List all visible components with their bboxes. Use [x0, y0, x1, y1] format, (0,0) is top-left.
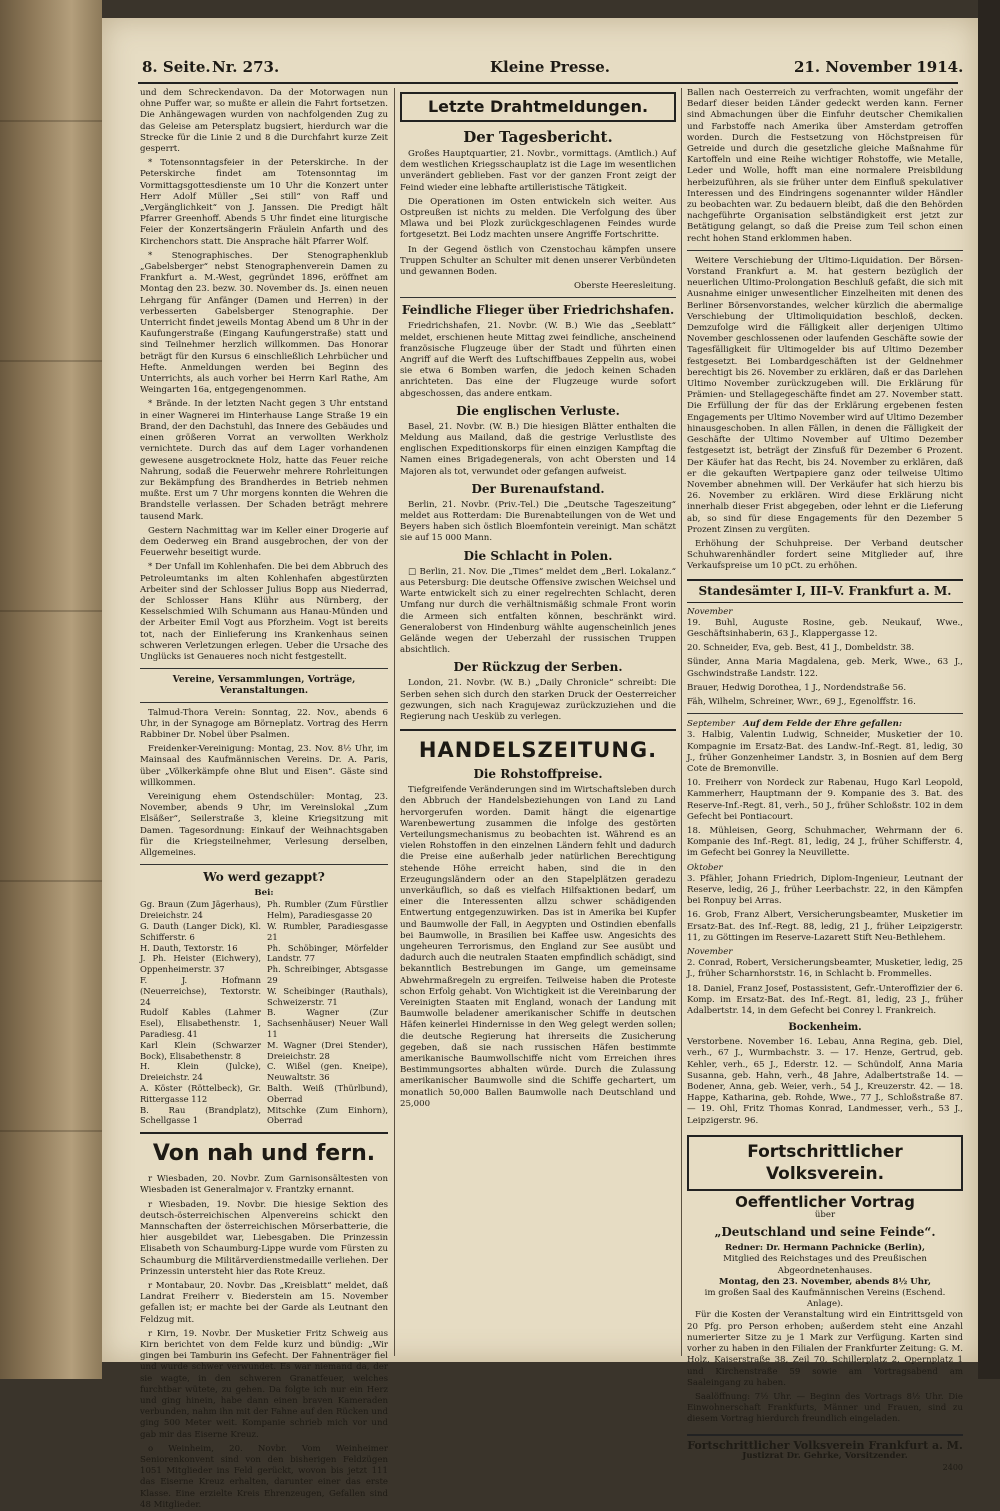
- issue-date: 21. November 1914.: [794, 58, 964, 76]
- lecture-title: Oeffentlicher Vortrag: [735, 1192, 915, 1211]
- notice-text: Talmud-Thora Verein: Sonntag, 22. Nov., abends 6 Uhr, in der Synagoge am Börneplatz. Vortrag des Herrn Rabbiner Dr. Nobel über Psalmen.: [140, 707, 388, 740]
- lecture-topic: „Deutschland und seine Feinde“.: [714, 1225, 936, 1240]
- column-1: [140, 88, 388, 1510]
- registry-entry: Verstorbene. November 16. Lebau, Anna Regina, geb. Diel, verh., 67 J., Wurmbachstr. 3. — 17. Henze, Gertrud, geb. Kehler, verh., 65 J., Ederstr. 12. — Schündolf, Anna Maria Susanna, geb. Hahn, verh., 48 Jahre, Adalbertstraße 14. — Bodener, Anna, geb. Weier, verh., 54 J., Kreuzerstr. 42. — 18. Happe, Katharina, geb. Rohde, Wwe., 77 J., Schloßstraße 87. — 19. Ohl, Fritz Thomas Konrad, Landmesser, verh., 53 J., Leipzigerstr. 96.: [687, 1037, 963, 1126]
- article-text: In der Gegend östlich von Czenstochau kämpfen unsere Truppen Schulter an Schulter mit denen unserer Verbündeten und gewannen Boden.: [400, 244, 676, 278]
- article-text: Großes Hauptquartier, 21. Novbr., vormittags. (Amtlich.) Auf dem westlichen Kriegsschauplatz ist die Lage im wesentlichen unverändert geblieben. Fast vor der ganzen Front zeigt der Feind wieder eine lebhafte artilleristische Tätigkeit.: [400, 149, 676, 193]
- headline: Die Rohstoffpreise.: [473, 767, 603, 782]
- registry-entry: 3. Pfähler, Johann Friedrich, Diplom-Ingenieur, Leutnant der Reserve, ledig, 26 J., früher Leerbachstr. 22, in den Kämpfen bei Ronpuy bei Arras.: [687, 873, 963, 907]
- divider: [400, 297, 676, 298]
- registry-entry: Sünder, Anna Maria Magdalena, geb. Merk, Wwe., 63 J., Gschwindstraße Landstr. 122.: [687, 657, 963, 679]
- divider: [140, 1132, 388, 1134]
- month-label: November: [687, 606, 733, 617]
- newspaper-page: [102, 18, 978, 1510]
- column-divider: [681, 88, 682, 1356]
- article-text: Friedrichshafen, 21. Novbr. (W. B.) Wie das „Seeblatt“ meldet, erschienen heute Mittag zwei feindliche, anscheinend französische Flugzeuge über der Stadt und führten einen Angriff auf die Werft des Luftschiffbaues Zeppelin aus, wobei sie etwa 6 Bomben warfen, die jedoch keinen Schaden anrichteten. Das eine der Flugzeuge wurde sofort abgeschossen, das andere entkam.: [400, 321, 676, 399]
- registry-entry: 10. Freiherr von Nordeck zur Rabenau, Hugo Karl Leopold, Kammerherr, Hauptmann der 9. Kompanie des 3. Bat. des Reserve-Inf.-Regt. 81, verh., 50 J., früher Schloßstr. 102 in dem Gefecht bei Pontiacourt.: [687, 778, 963, 822]
- article-text: Basel, 21. Novbr. (W. B.) Die hiesigen Blätter enthalten die Meldung aus Mailand, daß die gestrige Verlustliste des englischen Expeditionskorps für einen einzigen Kampftag die Namen eines Brigadegenerals, von acht Obersten und 14 Majoren als tot, verwundet oder gefangen aufweist.: [400, 421, 676, 477]
- speaker-info: Mitglied des Reichstages und des Preußischen Abgeordnetenhauses.: [723, 1254, 927, 1276]
- lecture-ueber: über: [814, 1210, 836, 1221]
- header-rule: [138, 82, 958, 84]
- section-box-title: Letzte Drahtmeldungen.: [400, 92, 676, 122]
- section-heading: Vereine, Versammlungen, Vorträge, Veranstaltungen.: [172, 674, 356, 697]
- month-label: Oktober: [687, 862, 723, 873]
- article-text: * Totensonntagsfeier in der Peterskirche. In der Peterskirche findet am Totensonntag im Vormittagsgottesdienste um 10 Uhr die Konzert unter Herr Adolf Müller „Sei still“ von Raff und „Vergänglichkeit“ von J. Janssen. Die Predigt hält Pfarrer Greenhoff. Abends 5 Uhr findet eine liturgische Feier der Konzertsängerin Fräulein Anfarth und des Kirchenchors statt. Die Ansprache hält Pfarrer Wolf.: [140, 158, 388, 247]
- divider: [687, 713, 963, 714]
- news-item: r Wiesbaden, 19. Novbr. Die hiesige Sektion des deutsch-österreichischen Alpenvereins schickt den Mannschaften der österreichischen Mörserbatterie, die hier ausgebildet war, Liebesgaben. Die Prinzessin Elisabeth von Schaumburg-Lippe wurde vom Fürsten zu Schaumburg die Militärverdienstmedaille verliehen. Der Prinzessin untersteht hier das Rote Kreuz.: [140, 1199, 388, 1277]
- background-edge: [978, 0, 1000, 1379]
- news-item: r Montabaur, 20. Novbr. Das „Kreisblatt“ meldet, daß Landrat Freiherr v. Biederstein am 15. November gefallen ist; er machte bei der Garde als Leutnant den Feldzug mit.: [140, 1280, 388, 1325]
- page-label: 8. Seite.: [142, 58, 211, 76]
- month-label: [687, 719, 963, 730]
- lecture-details: Saalöffnung: 7½ Uhr. — Beginn des Vortrags 8½ Uhr. Die Einwohnerschaft Frankfurts, Männer und Frauen, sind zu diesem Vortrag hierdurch freundlich eingeladen.: [687, 1391, 963, 1425]
- news-item: r Kirn, 19. Novbr. Der Musketier Fritz Schweig aus Kirn berichtet von dem Felde kurz und bündig: „Wir gingen bei Tamburin ins Gefecht. Der Fahnenträger fiel und wurde schwer verwundet. Es war niemand da, der sie wagte, in den schweren Granatfeuer, welches furchtbar wütete, zu gehen. Da folgte ich nur ein Herz und ging hinein, habe dann einen braven Kameraden verbunden, nahm ihn mit der Fahne auf den Rücken und ging 500 Meter weit. Kompanie schrieb mich vor und gab mir das Eiserne Kreuz.: [140, 1328, 388, 1440]
- article-text: London, 21. Novbr. (W. B.) „Daily Chronicle“ schreibt: Die Serben sehen sich durch den starken Druck der Oesterreicher gezwungen, sich nach Kragujewaz zurückzuziehen und die Regierung nach Uesküb zu verlegen.: [400, 678, 676, 722]
- article-text: □ Berlin, 21. Nov. Die „Times“ meldet dem „Berl. Lokalanz.“ aus Petersburg: Die deutsche Offensive zwischen Weichsel und Warte entwickelt sich zu einer regelrechten Schlacht, deren Umfang nur durch die verhältnismäßig schmale Front worin die Armeen sich entfalten können, beschränkt wird. Generaloberst von Hindenburg wählte augenscheinlich jenes Gelände wegen der Ueberzahl der russischen Truppen absichtlich.: [400, 566, 676, 656]
- issue-number: Nr. 273.: [212, 58, 280, 76]
- article-text: Berlin, 21. Novbr. (Priv.-Tel.) Die „Deutsche Tageszeitung“ meldet aus Rotterdam: Die Burenabteilungen von de Wet und Beyers haben sich östlich Bloemfontein vereinigt. Man schätzt sie auf 15 000 Mann.: [400, 499, 676, 544]
- notice-text: Freidenker-Vereinigung: Montag, 23. Nov. 8½ Uhr, im Mainsaal des Kaufmännischen Vereins. Dr. A. Paris, über „Völkerkämpfe ohne Blut und Eisen“. Gäste sind willkommen.: [140, 744, 388, 788]
- lecture-venue: im großen Saal des Kaufmännischen Vereins (Eschend. Anlage).: [704, 1288, 946, 1310]
- notice-text: Vereinigung ehem Ostendschüler: Montag, 23. November, abends 9 Uhr, im Vereinslokal „Zum Elsäßer“, Seilerstraße 3, kleine Kriegsitzung mit Damen. Tagesordnung: Einkauf der Weihnachtsgaben für die Kriegsteilnehmer, Verlesung derselben, Allgemeines.: [140, 791, 388, 858]
- tavern-list-left: Gg. Braun (Zum Jägerhaus), Dreieichstr. 24 G. Dauth (Langer Dick), Kl. Schifferstr. 6 H. Dauth, Textorstr. 16 J. Ph. Heister (Eichwery), Oppenheimerstr. 37 F. J. Hofmann (Neuerreichse), Textorstr. 24 Rudolf Kables (Lahmer Esel), Elisabethenstr. 1, Paradiesg. 41 Karl Klein (Schwarzer Bock), Elisabethenstr. 8 H. Klein (Julcke), Dreieichstr. 24 A. Köster (Röttelbeck), Gr. Rittergasse 112 B. Rau (Brandplatz), Schellgasse 1: [140, 899, 261, 1126]
- tavern-list: [140, 899, 388, 1126]
- ad-number: 2400: [942, 1462, 963, 1472]
- article-text: * Der Unfall im Kohlenhafen. Die bei dem Abbruch des Petroleumtanks im alten Kohlenhafen abgestürzten Arbeiter sind der Schlosser Julius Bopp aus Niederrad, der Schlosser Hans Klühr aus Nürnberg, der Kesselschmied Wilh Schumann aus Hanau-Münden und der Arbeiter Emil Vogt aus Pforzheim. Vogt ist bereits tot, nach der Einlieferung ins Krankenhaus seinen schweren Verletzungen erlegen. Ueber die Ursache des Unglücks ist Genaueres noch nicht festgestellt.: [140, 562, 388, 662]
- registry-entry: 18. Mühleisen, Georg, Schuhmacher, Wehrmann der 6. Kompanie des Inf.-Regt. 81, ledig, 24 J., früher Schifferstr. 4, im Gefecht bei Gonrey la Neuvillette.: [687, 825, 963, 859]
- registry-entry: 2. Conrad, Robert, Versicherungsbeamter, Musketier, ledig, 25 J., früher Scharnhorststr. 16, in Schlacht b. Frommelles.: [687, 958, 963, 980]
- signature: Oberste Heeresleitung.: [573, 281, 676, 292]
- registry-entry: Brauer, Hedwig Dorothea, 1 J., Nordendstraße 56.: [687, 682, 907, 693]
- article-text: und dem Schreckendavon. Da der Motorwagen nun ohne Puffer war, so mußte er allein die Fahrt fortsetzen. Die Anhängewagen wurden von nachfolgenden Zug zu das Geleise am Petersplatz bugsiert, hierdurch war die Strecke für die Linie 2 und 8 die Durchfahrt kurze Zeit gesperrt.: [140, 88, 388, 155]
- column-2: [400, 88, 676, 1358]
- article-text: Die Operationen im Osten entwickeln sich weiter. Aus Ostpreußen ist nichts zu melden. Die Verfolgung des über Mlawa und bei Plozk zurückgeschlagenen Feindes wurde fortgesetzt. Bei Lodz machten unsere Angriffe Fortschritte.: [400, 196, 676, 241]
- lecture-details: Für die Kosten der Veranstaltung wird ein Eintrittsgeld von 20 Pfg. pro Person erhoben; außerdem steht eine Anzahl numerierter Sitze zu je 1 Mark zur Verfügung. Karten sind vorher zu haben in den Filialen der Frankfurter Zeitung: G. M. Holz, Kaiserstraße 38, Zeil 70, Schillerplatz 2, Opernplatz 1 und Kirchenstraße 59 sowie am Vortragsabend am Saaleingang zu haben.: [687, 1310, 963, 1388]
- headline: Der Burenaufstand.: [471, 481, 605, 496]
- headline: Die englischen Verluste.: [456, 403, 620, 418]
- section-banner: HANDELSZEITUNG.: [400, 729, 676, 763]
- divider: [140, 702, 388, 703]
- article-text: Ballen nach Oesterreich zu verfrachten, womit ungefähr der Bedarf dieser beiden Länder gedeckt werden kann. Ferner sind Abmachungen über die Einfuhr deutscher Chemikalien und Farbstoffe nach Amerika über Amsterdam getroffen worden. Durch die Festsetzung von Höchstpreisen für Getreide und durch die gesetzliche gleiche Maßnahme für Kartoffeln und eine Reihe wichtiger Rohstoffe, wie Metalle, Leder und Wolle, hofft man eine normalere Preisbildung herbeizuführen, als sie früher unter dem Einfluß spekulativer Interessen und des Eindringens sogenannter wilder Händler zu beobachten war. Zu bedauern bleibt, daß die den Behörden nachgeführte Organisation selbständigkeit erst jetzt zur Betätigung gelangt, so daß die Preise zum Teil schon einen recht hohen Stand erklommen haben.: [687, 88, 963, 244]
- article-text: Gestern Nachmittag war im Keller einer Drogerie auf dem Oederweg ein Brand ausgebrochen, der von der Feuerwehr beseitigt wurde.: [140, 525, 388, 559]
- news-item: o Weinheim, 20. Novbr. Vom Weinheimer Seniorenkonvent sind von den bisherigen Feldzügen 1051 Mitglieder ins Feld gerückt, wovon bis jetzt 111 das Eiserne Kreuz erhalten, darunter einer das erste Klasse. Eine erzielte Kreis Ehrenzeugen, Gefallen sind 48 Mitglieder.: [140, 1443, 388, 1510]
- registry-entry: 16. Grob, Franz Albert, Versicherungsbeamter, Musketier im Ersatz-Bat. des Inf.-Regt. 88, ledig, 21 J., früher Leipzigerstr. 11, zu Göttingen im Reserve-Lazarett Stift Neu-Bethlehem.: [687, 910, 963, 943]
- lecture-date: Montag, den 23. November, abends 8½ Uhr,: [719, 1276, 931, 1287]
- divider: [140, 668, 388, 669]
- headline: Der Tagesbericht.: [463, 128, 613, 146]
- column-3: [687, 88, 963, 1472]
- newspaper-title: Kleine Presse.: [490, 58, 611, 76]
- article-text: * Brände. In der letzten Nacht gegen 3 Uhr entstand in einer Wagnerei im Hinterhause Lange Straße 19 ein Brand, der den Dachstuhl, das Innere des Gebäudes und einen größeren Vorrat an verwollten Werkholz vernichtete. Durch das auf dem Lager vorhandenen gewesene ausgetrocknete Holz, hatte das Feuer reiche Nahrung, sodaß die Feuerwehr mehrere Rohrleitungen zur Bekämpfung des Brandherdes in Betrieb nehmen mußte. Erst um 7 Uhr morgens konnten die Wehren die Brandstelle verlassen. Der Schaden beträgt mehrere tausend Mark.: [140, 399, 388, 522]
- headline: Der Rückzug der Serben.: [453, 660, 623, 675]
- section-heading: Standesämter I, III–V. Frankfurt a. M.: [687, 579, 963, 603]
- month-label: November: [687, 947, 733, 958]
- article-text: * Stenographisches. Der Stenographenklub „Gabelsberger“ nebst Stenographenverein Damen zu Frankfurt a. M.-West, gegründet 1896, eröffnet am Montag den 23. bezw. 30. November ds. Js. einen neuen Lehrgang für Anfänger (Damen und Herren) in der verbesserten Gabelsberger Stenographie. Der Unterricht findet jeweils Montag Abend um 8 Uhr in der Kaufungerstraße (Eingang Kaufungerstraße) statt und sind Teilnehmer herzlich willkommen. Das Honorar beträgt für den Kursus 6 einschließlich Lehrbücher und Hefte. Anmeldungen werden bei Beginn des Unterrichts, als auch vorher bei Herrn Karl Rathe, Am Weingarten 16a, entgegengenommen.: [140, 250, 388, 396]
- page-header: [102, 58, 978, 80]
- article-text: Erhöhung der Schuhpreise. Der Verband deutscher Schuhwarenhändler fordert seine Mitglieder auf, ihre Verkaufspreise um 10 pCt. zu erhöhen.: [687, 538, 963, 572]
- divider: [687, 250, 963, 251]
- month-label-text: September: [687, 719, 735, 730]
- column-divider: [394, 88, 395, 1356]
- advert-subheading: Bei:: [254, 888, 274, 899]
- subsection-heading: Bockenheim.: [788, 1022, 862, 1034]
- registry-entry: 19. Buhl, Auguste Rosine, geb. Neukauf, Wwe., Geschäftsinhaberin, 63 J., Klappergasse 12.: [687, 617, 963, 639]
- headline: Die Schlacht in Polen.: [463, 548, 613, 563]
- advert-signature: Fortschrittlicher Volksverein Frankfurt a. M.: [687, 1434, 963, 1451]
- divider: [140, 864, 388, 865]
- chairman: Justizrat Dr. Gehrke, Vorsitzender.: [742, 1450, 908, 1461]
- speaker: Redner: Dr. Hermann Pachnicke (Berlin),: [724, 1243, 926, 1254]
- headline: Feindliche Flieger über Friedrichshafen.: [401, 303, 675, 318]
- registry-entry: 3. Halbig, Valentin Ludwig, Schneider, Musketier der 10. Kompagnie im Ersatz-Bat. des Landw.-Inf.-Regt. 81, ledig, 30 J., früher Gonzenheimer Landstr. 3, in Bosnien auf dem Berg Cote de Bremonville.: [687, 730, 963, 774]
- registry-entry: 18. Daniel, Franz Josef, Postassistent, Gefr.-Unteroffizier der 6. Komp. im Ersatz-Bat. des Inf.-Regt. 81, ledig, 23 J., früher Adalbertstr. 14, in dem Gefecht bei Conrey l. Frankreich.: [687, 983, 963, 1017]
- article-text: Tiefgreifende Veränderungen sind im Wirtschaftsleben durch den Abbruch der Handelsbeziehungen von Land zu Land hervorgerufen worden. Damit hängt die eigenartige Warenbewertung zusammen die infolge des gestörten Verteilungsmechanismus zu beobachten ist. Während es an vielen Rohstoffen in den einzelnen Ländern fehlt und dadurch die Preise eine außerhalb jeder natürlichen Berechtigung stehende Höhe erreicht haben, sind die in den Erzeugungsländern oder an den Stapelplätzen geradezu unverkäuflich, so daß es vielfach Hilfsaktionen bedarf, um einer die Interessenten allzu schwer schädigenden Entwertung entgegenzuwirken. Das ist in Amerika bei Kupfer und Baumwolle der Fall, in Aegypten und Ostindien ebenfalls bei Baumwolle, in Brasilien bei Kaffee usw. Angesichts des ungeheuren Terrorismus, den England zur See ausübt und dadurch auch die neutralen Staaten empfindlich schädigt, sind bekanntlich Bestrebungen im Gange, um gemeinsame Abwehrmaßregeln zu ergreifen. Teilweise haben die Proteste schon Erfolg gehabt. Von Wichtigkeit ist die Vereinbarung der Vereinigten Staaten mit England, wonach der Landung mit Baumwolle beladener amerikanischer Schiffe in deutschen Häfen keinerlei Hindernisse in den Weg gelegt werden sollen; die deutsche Regierung hat ihrerseits die Zusicherung gegeben, daß sie nach russischen Häfen bestimmte amerikanische Baumwollschiffe nicht vom Erreichen ihres Bestimmungsortes abhalten würde. Durch die Zulassung amerikanischer Baumwolle sind die Schiffe gechartert, um monatlich 50,000 Ballen Baumwolle nach Deutschland und 25,000: [400, 785, 676, 1109]
- registry-entry: Fäh, Wilhelm, Schreiner, Wwr., 69 J., Egenolffstr. 16.: [687, 696, 916, 707]
- book-binding: [0, 0, 102, 1379]
- registry-entry: 20. Schneider, Eva, geb. Best, 41 J., Dombeldstr. 38.: [687, 643, 915, 654]
- news-item: r Wiesbaden, 20. Novbr. Zum Garnisonsältesten von Wiesbaden ist Generalmajor v. Frantzky ernannt.: [140, 1174, 388, 1196]
- advert-heading: Fortschrittlicher Volksverein.: [687, 1135, 963, 1191]
- section-heading: Von nah und fern.: [152, 1141, 376, 1167]
- article-text: Weitere Verschiebung der Ultimo-Liquidation. Der Börsen-Vorstand Frankfurt a. M. hat gestern bezüglich der neuerlichen Ultimo-Prolongation Beschluß gefaßt, die sich mit Ausnahme einiger unwesentlicher Einzelheiten mit denen des Berliner Börsenvorstandes, welcher kürzlich die abermalige Verschiebung der Ultimoliquidation beschloß, decken. Demzufolge wird die Fälligkeit aller derjenigen Ultimo November geschlossenen oder laufenden Geschäfte sowie der Tagesfälligkeit für Ultimogelder bis auf Ultimo Dezember festgesetzt. Bei Lombardgeschäften ist der Geldnehmer berechtigt bis 26. November zu erklären, daß er das Darlehen Ultimo November zurückzugeben will. Die Erklärung für Prämien- und Stellagegeschäfte findet am 27. November statt. Die Erfüllung der für das der Erklärung ergebenen festen Engagements per Ultimo November wird auf Ultimo Dezember hinausgeschoben. In allen Fällen, in denen die Fälligkeit der Geschäfte der Ultimo November auf Ultimo Dezember festgesetzt ist, beträgt der Zinsfuß für Dezember 6 Prozent. Der Käufer hat das Recht, bis 24. November zu erklären, daß er die gekauften Wertpapiere ganz oder teilweise Ultimo November abnehmen will. Der Verkäufer hat sich hierzu bis 26. November zu erklären. Wird diese Erklärung nicht innerhalb dieser Frist abgegeben, oder lehnt er die Lieferung ab, so sind für diese Engagements für den Dezember 5 Prozent Zinsen zu vergüten.: [687, 255, 963, 535]
- fallen-heading: Auf dem Felde der Ehre gefallen:: [743, 719, 903, 730]
- advert-heading: Wo werd gezappt?: [203, 870, 325, 885]
- tavern-list-right: Ph. Rumbler (Zum Fürstlier Helm), Paradiesgasse 20 W. Rumbler, Paradiesgasse 21 Ph. Schöbinger, Mörfelder Landstr. 77 Ph. Schreibinger, Abtsgasse 29 W. Scheibinger (Rauthals), Schweizerstr. 71 B. Wagner (Zur Sachsenhäuser) Neuer Wall 11 M. Wagner (Drei Stender), Dreieichstr. 28 C. Wißel (gen. Kneipe), Neuwaltstr. 36 Balth. Weiß (Thürlbund), Oberrad Mitschke (Zum Einhorn), Oberrad: [267, 899, 388, 1126]
